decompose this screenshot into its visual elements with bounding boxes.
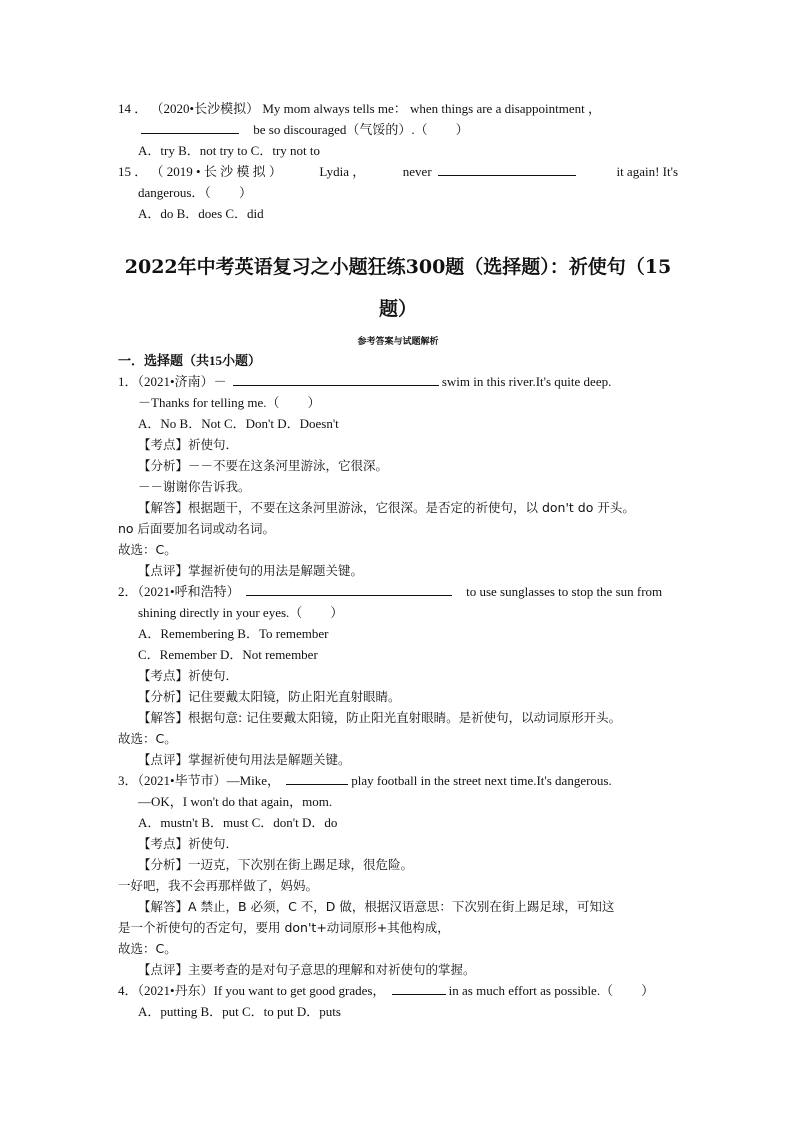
page-subtitle: 参考答案与试题解析 bbox=[357, 336, 439, 346]
question-stem: play football in the street next time.It's dangerous. bbox=[351, 773, 612, 788]
question-3: 3．（2021•毕节市）—Mike， play football in the street next time.It's dangerous. —OK，I won't do that again，mom. A．mustn't B．must C．don't D．do 【考点】祈使句． 【分析】一迈克，下次别在街上踢足球，很危险。 一好吧，我不会再那样做了，妈妈。 【解答】A 禁止，B 必须，C 不，D 做，根据汉语意思：下次别在街上踢足球，可知这 是一个祈使句的否定句，要用 don't+动词原形+其他构成， 故选：C。 【点评】主要考查的是对句子意思的理解和对祈使句的掌握。 bbox=[118, 770, 678, 980]
question-source: （2021•丹东）If you want to get good grades， bbox=[137, 983, 386, 998]
question-number: 14 bbox=[118, 101, 131, 116]
dianping: 【点评】主要考查的是对句子意思的理解和对祈使句的掌握。 bbox=[138, 962, 476, 977]
page-title: 2022年中考英语复习之小题狂练300题（选择题）：祈使句（15 bbox=[124, 256, 672, 278]
question-4: 4．（2021•丹东）If you want to get good grades， in as much effort as possible.（ ） A．putting B．put C．to put D．puts bbox=[118, 980, 678, 1022]
answer-blank[interactable] bbox=[286, 783, 348, 785]
fenxi: 【分析】一迈克，下次别在街上踢足球，很危险。 bbox=[138, 857, 414, 872]
fenxi-continued: －－谢谢你告诉我。 bbox=[138, 479, 251, 494]
question-15: 15 ． （ 2019 • 长 沙 模 拟 ） Lydia ， never it again! It's bbox=[118, 161, 678, 182]
jieda-continued: no 后面要加名词或动名词。 bbox=[118, 521, 276, 536]
answer-choice: 故选：C。 bbox=[118, 731, 177, 746]
question-stem: Lydia ， bbox=[319, 164, 366, 179]
page-title-continued: 题） bbox=[378, 298, 417, 320]
question-source: （2021•呼和浩特） bbox=[137, 584, 240, 599]
question-stem: it again! It's bbox=[616, 164, 678, 179]
answer-choice: 故选：C。 bbox=[118, 941, 177, 956]
answer-blank[interactable] bbox=[438, 174, 576, 176]
fenxi: 【分析】记住要戴太阳镜，防止阳光直射眼睛。 bbox=[138, 689, 401, 704]
answer-blank[interactable] bbox=[246, 594, 452, 596]
question-options: A．try B．not try to C．try not to bbox=[138, 143, 321, 158]
question-1: 1．（2021•济南）－ swim in this river.It's quite deep. －Thanks for telling me.（ ） A．No B．Not C．Don't D．Doesn't 【考点】祈使句． 【分析】－－不要在这条河里游泳，它很深。 －－谢谢你告诉我。 【解答】根据题干，不要在这条河里游泳，它很深。是否定的祈使句，以 don't do 开头。 no 后面要加名词或动名词。 故选：C。 【点评】掌握祈使句的用法是解题关键。 bbox=[118, 371, 678, 581]
jieda: 【解答】根据题干，不要在这条河里游泳，它很深。是否定的祈使句，以 don't do 开头。 bbox=[138, 500, 635, 515]
question-source: （ 2019 • 长 沙 模 拟 ） bbox=[150, 164, 282, 179]
question-options: A．do B．does C．did bbox=[138, 206, 264, 221]
jieda: 【解答】根据句意: 记住要戴太阳镜，防止阳光直射眼睛。是祈使句，以动词原形开头。 bbox=[138, 710, 622, 725]
kaodian: 【考点】祈使句． bbox=[138, 836, 239, 851]
question-options-continued: C．Remember D．Not remember bbox=[138, 647, 318, 662]
question-14: 14 ． （2020•长沙模拟） My mom always tells me： when things are a disappointment ， bbox=[118, 101, 601, 116]
question-options: A．No B．Not C．Don't D．Doesn't bbox=[138, 416, 339, 431]
dianping: 【点评】掌握祈使句用法是解题关键。 bbox=[138, 752, 351, 767]
fenxi: 【分析】－－不要在这条河里游泳，它很深。 bbox=[138, 458, 389, 473]
question-source: （2020•长沙模拟） bbox=[150, 101, 260, 116]
question-options: A．putting B．put C．to put D．puts bbox=[138, 1004, 341, 1019]
question-2: 2．（2021•呼和浩特） to use sunglasses to stop the sun from shining directly in your eyes.（ ） A．Remembering B．To remember C．Remember D．Not remember 【考点】祈使句． 【分析】记住要戴太阳镜，防止阳光直射眼睛。 【解答】根据句意: 记住要戴太阳镜，防止阳光直射眼睛。是祈使句，以动词原形开头。 故选：C。 【点评】掌握祈使句用法是解题关键。 bbox=[118, 581, 678, 770]
question-14-line2: be so discouraged（气馁的）.（ ） bbox=[118, 119, 678, 140]
kaodian: 【考点】祈使句． bbox=[138, 437, 239, 452]
question-stem: never bbox=[402, 164, 432, 179]
dianping: 【点评】掌握祈使句的用法是解题关键。 bbox=[138, 563, 364, 578]
kaodian: 【考点】祈使句． bbox=[138, 668, 239, 683]
answer-blank[interactable] bbox=[392, 993, 446, 995]
question-stem: be so discouraged（气馁的）.（ bbox=[253, 122, 428, 137]
question-stem: to use sunglasses to stop the sun from bbox=[466, 584, 663, 599]
fenxi-continued: 一好吧，我不会再那样做了，妈妈。 bbox=[118, 878, 319, 893]
question-options: A．Remembering B．To remember bbox=[138, 626, 329, 641]
answer-blank[interactable] bbox=[233, 384, 439, 386]
answer-blank[interactable] bbox=[141, 132, 239, 134]
question-source: （2021•济南）－ bbox=[137, 374, 227, 389]
question-source: （2021•毕节市）—Mike， bbox=[137, 773, 281, 788]
question-options: A．mustn't B．must C．don't D．do bbox=[138, 815, 338, 830]
question-stem: in as much effort as possible.（ bbox=[448, 983, 614, 998]
question-number: 15 bbox=[118, 164, 131, 179]
jieda-continued: 是一个祈使句的否定句，要用 don't+动词原形+其他构成， bbox=[118, 920, 450, 935]
document-content bbox=[118, 98, 678, 1022]
question-stem: My mom always tells me： when things are a disappointment ， bbox=[262, 101, 601, 116]
answer-choice: 故选：C。 bbox=[118, 542, 177, 557]
section-heading: 一．选择题（共15小题） bbox=[118, 353, 262, 368]
jieda: 【解答】A 禁止，B 必须，C 不，D 做，根据汉语意思：下次别在街上踢足球，可知这 bbox=[138, 899, 615, 914]
question-15-line2: dangerous．（ ） bbox=[138, 185, 252, 200]
question-stem: swim in this river.It's quite deep. bbox=[441, 374, 612, 389]
